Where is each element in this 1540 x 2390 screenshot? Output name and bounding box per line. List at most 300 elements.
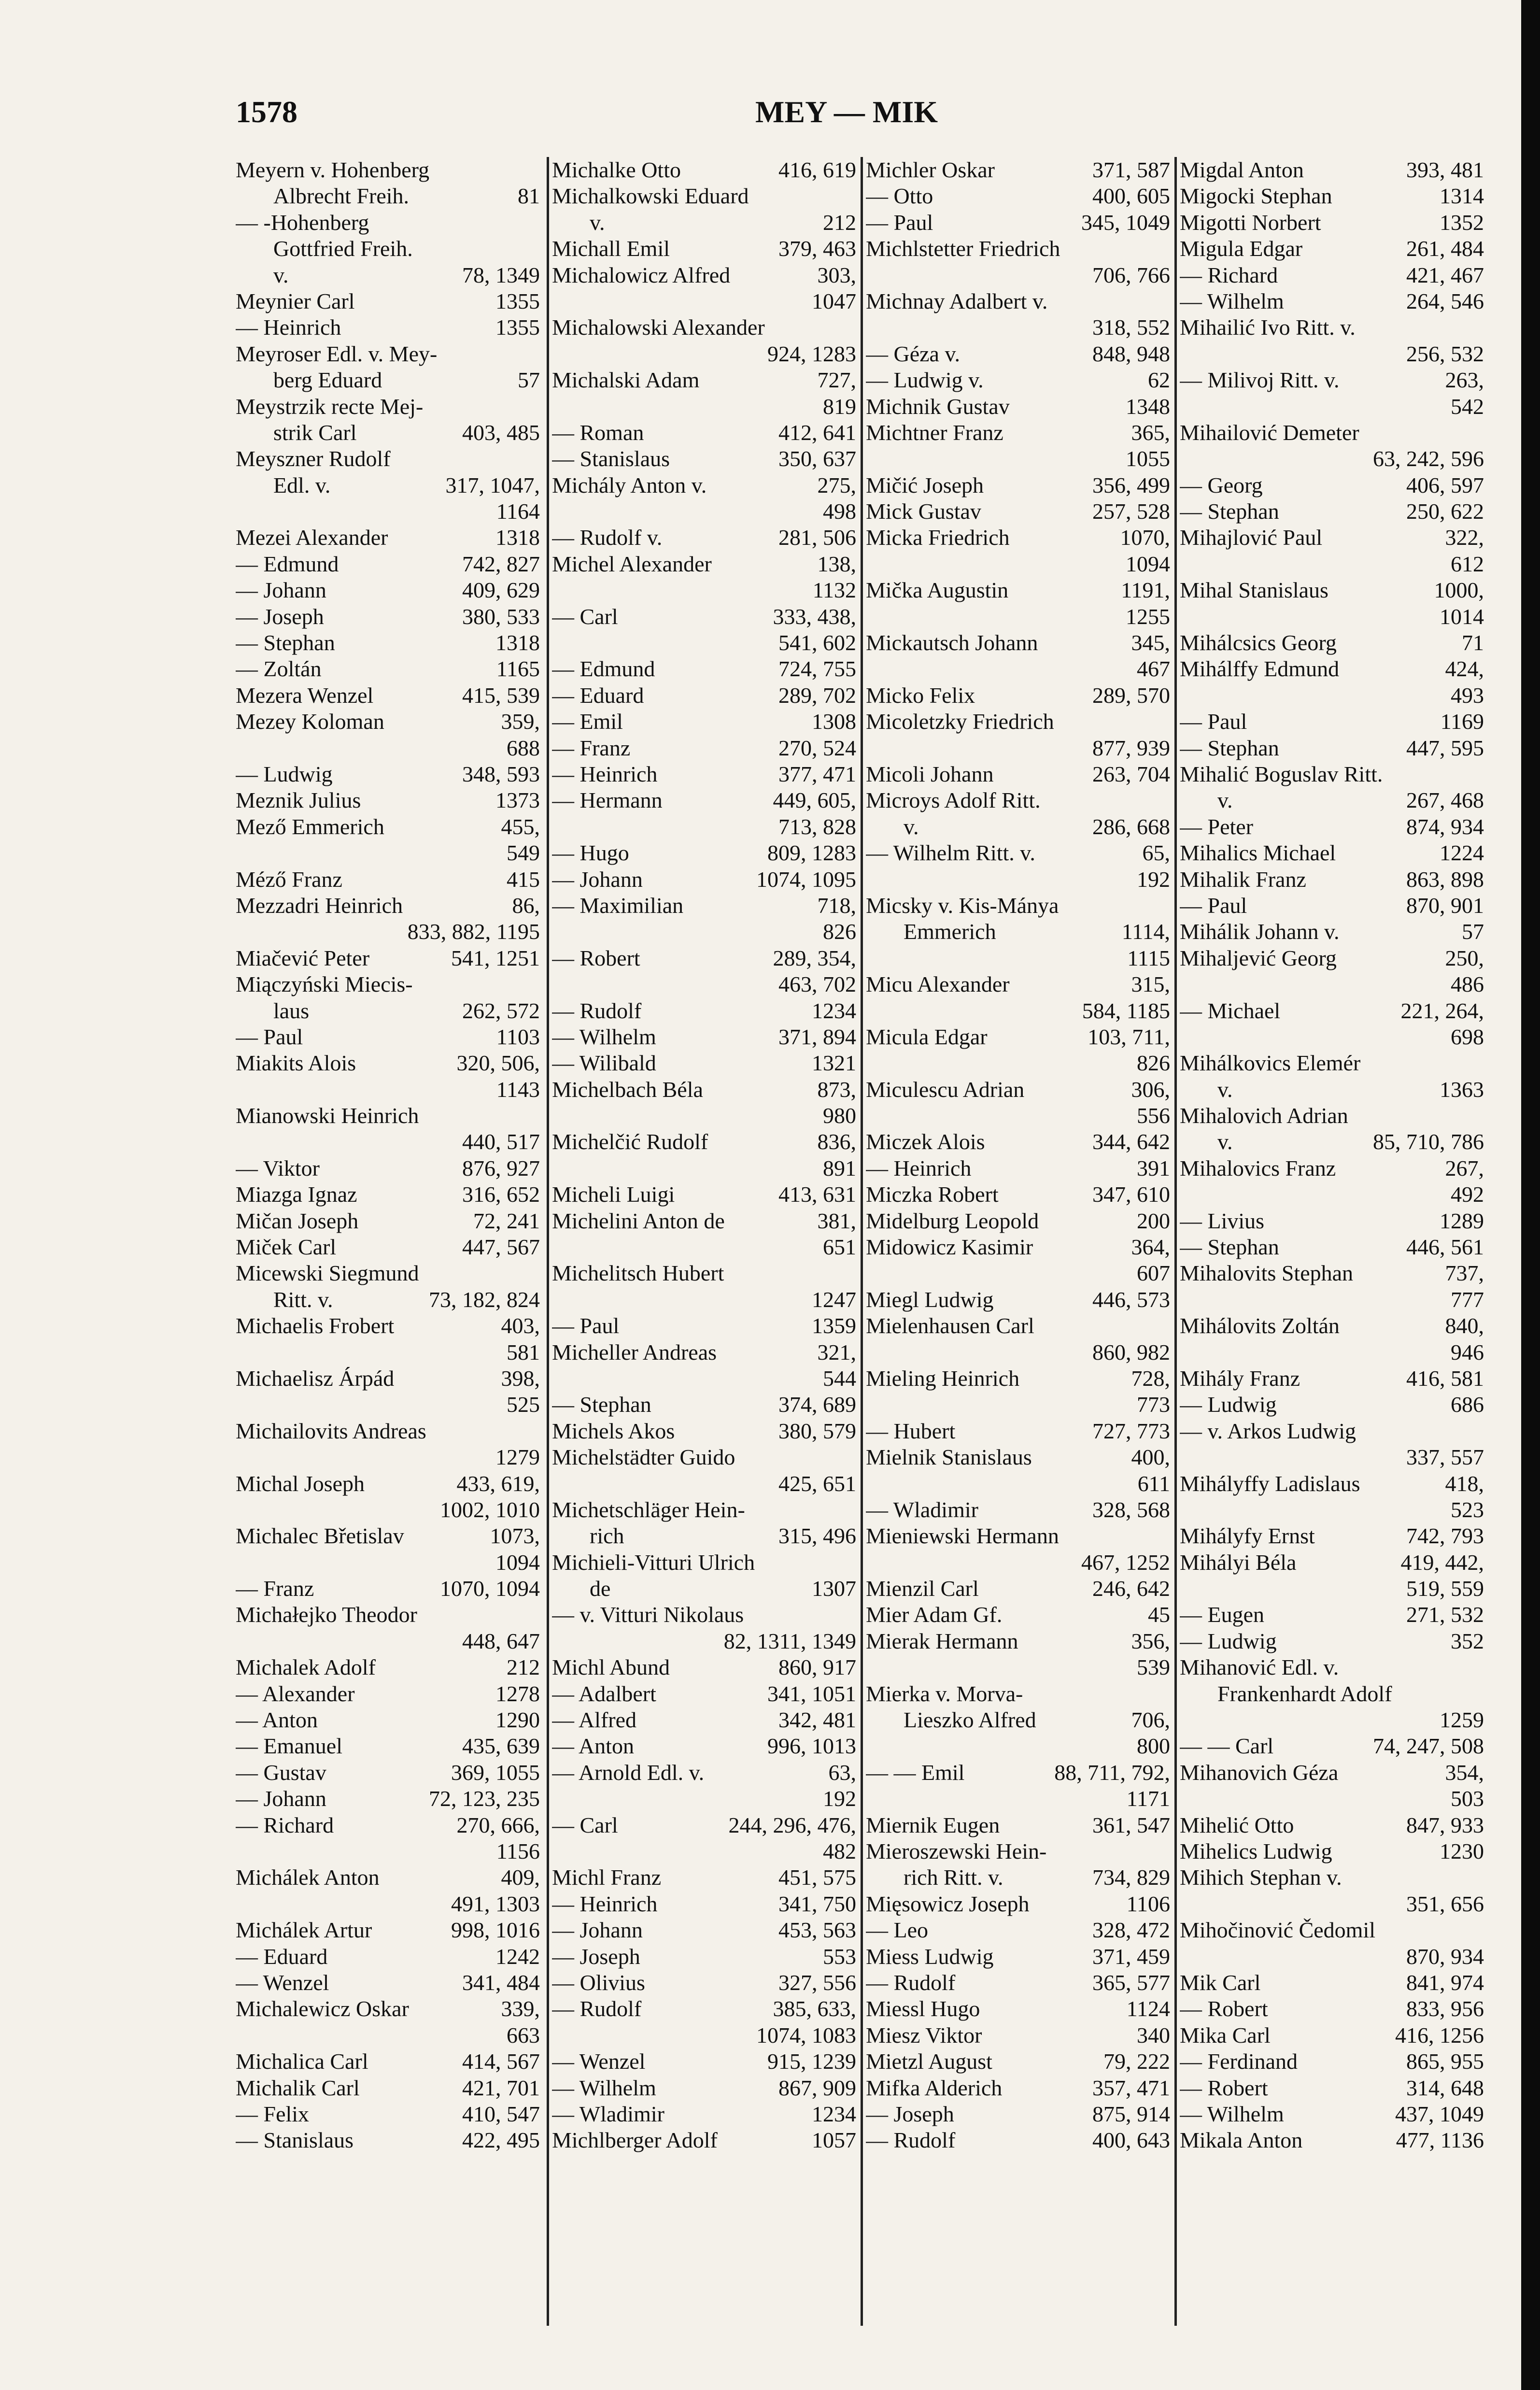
entry-page-refs: 257, 528 (1092, 499, 1170, 524)
entry-page-refs: 369, 1055 (451, 1760, 540, 1785)
entry-name: — Johann (552, 867, 643, 892)
index-entry-line (236, 1812, 540, 1838)
entry-page-refs: 371, 587 (1092, 157, 1170, 182)
index-entry-line (866, 1917, 1170, 1943)
index-entry-line (866, 210, 1170, 236)
entry-page-refs: 698 (1451, 1024, 1484, 1049)
index-entry-line (236, 1917, 540, 1943)
index-entry-line (866, 1628, 1170, 1654)
entry-name: Michlberger Adolf (552, 2128, 718, 2153)
entry-name: Michlstetter Friedrich (866, 236, 1060, 261)
entry-page-refs: 1289 (1440, 1208, 1484, 1233)
entry-page-refs: 867, 909 (778, 2075, 856, 2100)
index-entry-line (1180, 314, 1484, 341)
entry-name: laus (273, 998, 310, 1023)
index-entry-line (1180, 1550, 1484, 1576)
index-entry-line (866, 2049, 1170, 2075)
entry-page-refs: 651 (823, 1235, 856, 1260)
entry-name: Michelbach Béla (552, 1077, 703, 1102)
running-title: MEY — MIK (755, 95, 938, 129)
index-entry-line (236, 1891, 540, 1917)
index-entry-line (1180, 1444, 1484, 1470)
index-entry-line (552, 1497, 856, 1523)
entry-page-refs: 541, 602 (778, 630, 856, 655)
index-entry-line (552, 1917, 856, 1943)
entry-name: Mezey Koloman (236, 709, 384, 734)
entry-name: Michailovits Andreas (236, 1418, 426, 1443)
index-entry-line (236, 1707, 540, 1733)
index-entry-line (1180, 814, 1484, 840)
index-entry-line (236, 998, 540, 1024)
index-entry-line (866, 1444, 1170, 1470)
entry-name: Microys Adolf Ritt. (866, 788, 1041, 813)
entry-page-refs: 742, 793 (1406, 1523, 1484, 1549)
entry-name: Mihailović Demeter (1180, 420, 1359, 445)
entry-name: Mihalovics Franz (1180, 1155, 1336, 1181)
entry-page-refs: 581 (507, 1339, 540, 1365)
entry-name: — Richard (1180, 262, 1278, 287)
entry-name: — Paul (866, 210, 933, 235)
entry-page-refs: 847, 933 (1406, 1812, 1484, 1837)
index-entry-line (866, 2022, 1170, 2049)
index-entry-line (1180, 446, 1484, 472)
entry-page-refs: 1124 (1126, 1996, 1170, 2021)
entry-page-refs: 1308 (812, 709, 856, 734)
entry-page-refs: 72, 123, 235 (429, 1786, 540, 1811)
index-entry-line (236, 288, 540, 314)
entry-name: — Otto (866, 184, 933, 209)
entry-name: Mielnik Stanislaus (866, 1445, 1032, 1470)
entry-page-refs: 541, 1251 (451, 945, 540, 970)
index-entry-line (866, 1313, 1170, 1339)
index-entry-line (1180, 1050, 1484, 1076)
entry-name: — Robert (552, 945, 640, 970)
entry-page-refs: 503 (1451, 1786, 1484, 1811)
entry-name: — Rudolf v. (552, 525, 663, 550)
entry-page-refs: 315, 496 (778, 1523, 856, 1549)
entry-page-refs: 267, (1445, 1155, 1484, 1181)
entry-page-refs: 482 (823, 1839, 856, 1864)
index-entry-line (866, 1733, 1170, 1759)
entry-page-refs: 418, (1445, 1471, 1484, 1496)
entry-page-refs: 421, 467 (1406, 262, 1484, 287)
entry-page-refs: 221, 264, (1400, 998, 1484, 1023)
index-entry-line (552, 157, 856, 183)
index-entry-line (552, 1628, 856, 1654)
index-entry-line (1180, 1339, 1484, 1366)
entry-page-refs: 270, 666, (456, 1812, 540, 1837)
entry-page-refs: 81 (518, 184, 540, 209)
entry-page-refs: 348, 593 (462, 761, 540, 786)
entry-page-refs: 915, 1239 (767, 2049, 856, 2074)
entry-name: — Stephan (236, 630, 335, 655)
entry-name: — Wilibald (552, 1051, 656, 1076)
entry-page-refs: 1255 (1126, 604, 1170, 629)
entry-name: — v. Vitturi Nikolaus (552, 1602, 744, 1627)
index-entry-line (866, 630, 1170, 656)
index-entry-line (552, 1287, 856, 1313)
index-entry-line (866, 314, 1170, 341)
entry-page-refs: 364, (1131, 1235, 1170, 1260)
index-entry-line (236, 525, 540, 551)
entry-page-refs: 264, 546 (1406, 288, 1484, 313)
entry-name: — Franz (236, 1576, 314, 1601)
index-entry-line (236, 341, 540, 367)
index-entry-line (1180, 1497, 1484, 1523)
index-entry-line (866, 577, 1170, 603)
index-entry-line (1180, 420, 1484, 446)
index-entry-line (866, 656, 1170, 682)
entry-page-refs: 400, (1131, 1445, 1170, 1470)
entry-page-refs: 270, 524 (778, 735, 856, 760)
index-entry-line (866, 1523, 1170, 1549)
entry-name: — Emil (552, 709, 623, 734)
page-header (236, 94, 1457, 138)
entry-name: — Carl (552, 604, 618, 629)
entry-name: — Wladimir (552, 2101, 664, 2126)
entry-name: Mieroszewski Hein- (866, 1839, 1047, 1864)
entry-page-refs: 317, 1047, (445, 472, 540, 498)
entry-page-refs: 706, (1131, 1707, 1170, 1733)
index-entry-line (236, 183, 540, 209)
entry-name: — Wladimir (866, 1497, 978, 1522)
entry-name: Michalowski Alexander (552, 315, 765, 340)
entry-name: Michelini Anton de (552, 1208, 725, 1233)
index-entry-line (866, 1996, 1170, 2022)
entry-page-refs: 1318 (495, 630, 540, 655)
entry-page-refs: 860, 917 (778, 1655, 856, 1680)
entry-page-refs: 1014 (1440, 604, 1484, 629)
entry-name: Mihelić Otto (1180, 1812, 1294, 1837)
entry-page-refs: 1055 (1126, 446, 1170, 471)
entry-name: Mieniewski Hermann (866, 1523, 1059, 1549)
index-entry-line (1180, 1891, 1484, 1917)
entry-name: Méző Franz (236, 867, 342, 892)
index-entry-line (552, 341, 856, 367)
entry-name: Mička Augustin (866, 578, 1009, 603)
entry-name: — Rudolf (866, 2128, 956, 2153)
entry-page-refs: 86, (512, 893, 540, 918)
index-entry-line (1180, 604, 1484, 630)
index-entry-line (552, 840, 856, 866)
index-entry-line (866, 1181, 1170, 1208)
index-entry-line (866, 998, 1170, 1024)
index-entry-line (866, 604, 1170, 630)
index-entry-line (866, 1392, 1170, 1418)
index-entry-line (552, 1208, 856, 1234)
entry-name: — Richard (236, 1812, 334, 1837)
entry-name: — Wenzel (236, 1970, 329, 1995)
entry-page-refs: 437, 1049 (1395, 2101, 1484, 2126)
entry-name: Micu Alexander (866, 972, 1010, 997)
index-entry-line (236, 1602, 540, 1628)
index-entry-line (236, 1234, 540, 1260)
index-entry-line (1180, 183, 1484, 209)
entry-name: — Olivius (552, 1970, 645, 1995)
entry-page-refs: 341, 750 (778, 1891, 856, 1916)
index-entry-line (866, 1654, 1170, 1680)
entry-page-refs: 267, 468 (1406, 788, 1484, 813)
entry-page-refs: 419, 442, (1400, 1550, 1484, 1575)
entry-page-refs: 263, (1445, 368, 1484, 393)
entry-page-refs: 1224 (1440, 840, 1484, 866)
index-entry-line (1180, 919, 1484, 945)
index-entry-line (1180, 1628, 1484, 1654)
index-entry-line (866, 1287, 1170, 1313)
entry-name: — Rudolf (866, 1970, 956, 1995)
entry-name: Miczka Robert (866, 1182, 999, 1207)
entry-page-refs: 1169 (1440, 709, 1484, 734)
entry-name: Meynier Carl (236, 288, 355, 313)
index-entry-line (1180, 2101, 1484, 2127)
index-entry-line (866, 867, 1170, 893)
entry-name: — Leo (866, 1918, 929, 1943)
entry-page-refs: 359, (501, 709, 540, 734)
index-entry-line (236, 1260, 540, 1286)
entry-name: — Wenzel (552, 2049, 646, 2074)
index-entry-line (1180, 1129, 1484, 1155)
entry-page-refs: 314, 648 (1406, 2075, 1484, 2100)
entry-page-refs: 347, 610 (1092, 1182, 1170, 1207)
entry-page-refs: 45 (1148, 1602, 1170, 1627)
entry-name: Mičić Joseph (866, 472, 984, 498)
entry-name: v. (273, 262, 289, 287)
index-entry-line (236, 2101, 540, 2127)
index-entry-line (236, 472, 540, 498)
index-entry-line (866, 893, 1170, 919)
entry-page-refs: 1352 (1440, 210, 1484, 235)
index-entry-line (236, 1970, 540, 1996)
entry-page-refs: 833, 882, 1195 (407, 919, 540, 944)
entry-name: Miakits Alois (236, 1051, 356, 1076)
entry-name: Edl. v. (273, 472, 331, 498)
index-entry-line (1180, 1917, 1484, 1943)
entry-name: Meyern v. Hohenberg (236, 157, 430, 182)
entry-page-refs: 865, 955 (1406, 2049, 1484, 2074)
entry-name: Emmerich (904, 919, 996, 944)
entry-page-refs: 73, 182, 824 (429, 1287, 540, 1312)
entry-page-refs: 379, 463 (778, 236, 856, 261)
index-entry-line (552, 1077, 856, 1103)
entry-name: — Eugen (1180, 1602, 1265, 1627)
entry-page-refs: 1363 (1440, 1077, 1484, 1102)
index-entry-line (866, 551, 1170, 577)
index-entry-line (1180, 1996, 1484, 2022)
entry-page-refs: 1000, (1434, 578, 1484, 603)
index-entry-line (552, 1339, 856, 1366)
index-entry-line (1180, 1366, 1484, 1392)
entry-page-refs: 271, 532 (1406, 1602, 1484, 1627)
entry-name: Mičan Joseph (236, 1208, 359, 1233)
index-entry-line (552, 1864, 856, 1891)
index-entry-line (236, 420, 540, 446)
entry-name: — Johann (552, 1918, 643, 1943)
index-entry-line (236, 814, 540, 840)
index-entry-line (552, 1681, 856, 1707)
entry-name: — Stephan (1180, 1235, 1279, 1260)
entry-page-refs: 289, 702 (778, 683, 856, 708)
entry-page-refs: 891 (823, 1155, 856, 1181)
index-entry-line (1180, 735, 1484, 761)
entry-page-refs: 409, 629 (462, 578, 540, 603)
index-entry-line (866, 1050, 1170, 1076)
index-entry-line (552, 971, 856, 997)
entry-name: Michall Emil (552, 236, 670, 261)
index-entry-line (1180, 2127, 1484, 2153)
entry-page-refs: 341, 1051 (767, 1681, 856, 1706)
entry-page-refs: 250, (1445, 945, 1484, 970)
entry-page-refs: 1359 (812, 1313, 856, 1338)
entry-name: Meystrzik recte Mej- (236, 394, 424, 419)
entry-page-refs: 413, 631 (778, 1182, 856, 1207)
entry-name: — Paul (552, 1313, 620, 1338)
index-entry-line (552, 1944, 856, 1970)
entry-name: Mező Emmerich (236, 814, 384, 839)
index-entry-line (552, 472, 856, 498)
index-entry-line (552, 288, 856, 314)
index-entry-line (552, 1234, 856, 1260)
entry-page-refs: 380, 533 (462, 604, 540, 629)
entry-page-refs: 523 (1451, 1497, 1484, 1522)
index-entry-line (236, 787, 540, 813)
entry-name: Migocki Stephan (1180, 184, 1332, 209)
entry-page-refs: 1373 (495, 788, 540, 813)
entry-page-refs: 400, 605 (1092, 184, 1170, 209)
index-entry-line (866, 1576, 1170, 1602)
index-entry-line (552, 1024, 856, 1050)
index-entry-line (236, 1208, 540, 1234)
entry-page-refs: 415 (507, 867, 540, 892)
entry-page-refs: 342, 481 (778, 1707, 856, 1733)
entry-page-refs: 393, 481 (1406, 157, 1484, 182)
entry-name: — Gustav (236, 1760, 326, 1785)
index-entry-line (236, 893, 540, 919)
index-entry-line (1180, 971, 1484, 997)
entry-name: Miczek Alois (866, 1129, 985, 1154)
entry-page-refs: 212 (823, 210, 856, 235)
index-entry-line (552, 1654, 856, 1680)
index-entry-line (1180, 577, 1484, 603)
index-entry-line (1180, 2022, 1484, 2049)
index-entry-line (236, 1155, 540, 1181)
entry-name: Michl Franz (552, 1865, 662, 1890)
index-entry-line (866, 1681, 1170, 1707)
entry-name: — Hugo (552, 840, 629, 866)
entry-page-refs: 345, 1049 (1081, 210, 1170, 235)
entry-name: — Hermann (552, 788, 663, 813)
index-entry-line (866, 761, 1170, 787)
entry-name: Michelitsch Hubert (552, 1261, 724, 1286)
entry-page-refs: 980 (823, 1103, 856, 1128)
entry-name: Michałejko Theodor (236, 1602, 417, 1627)
entry-page-refs: 1074, 1095 (756, 867, 856, 892)
index-entry-line (1180, 1024, 1484, 1050)
index-entry-line (1180, 157, 1484, 183)
entry-name: Michetschläger Hein- (552, 1497, 745, 1522)
index-entry-line (1180, 1181, 1484, 1208)
index-entry-line (1180, 1392, 1484, 1418)
entry-name: Miazga Ignaz (236, 1182, 357, 1207)
index-entry-line (236, 1444, 540, 1470)
index-entry-line (866, 945, 1170, 971)
entry-name: v. (904, 814, 919, 839)
entry-page-refs: 477, 1136 (1396, 2128, 1484, 2153)
entry-page-refs: 416, 1256 (1395, 2022, 1484, 2048)
entry-name: — Wilhelm (1180, 288, 1284, 313)
entry-page-refs: 403, (501, 1313, 540, 1338)
entry-page-refs: 315, (1131, 972, 1170, 997)
entry-page-refs: 244, 296, 476, (728, 1812, 856, 1837)
entry-page-refs: 491, 1303 (451, 1891, 540, 1916)
entry-name: — Edmund (552, 656, 655, 682)
entry-name: — Alfred (552, 1707, 637, 1733)
entry-name: Mihelics Ludwig (1180, 1839, 1332, 1864)
entry-page-refs: 1234 (812, 2101, 856, 2126)
index-entry-line (236, 157, 540, 183)
index-entry-line (236, 1050, 540, 1076)
entry-name: Mihalics Michael (1180, 840, 1336, 866)
entry-name: Mika Carl (1180, 2022, 1271, 2048)
entry-page-refs: 357, 471 (1092, 2075, 1170, 2100)
entry-page-refs: 212 (507, 1655, 540, 1680)
entry-page-refs: 63, 242, 596 (1373, 446, 1484, 471)
index-entry-line (1180, 288, 1484, 314)
entry-page-refs: 686 (1451, 1392, 1484, 1417)
entry-page-refs: 371, 894 (778, 1024, 856, 1049)
index-entry-line (1180, 1208, 1484, 1234)
index-entry-line (236, 1550, 540, 1576)
entry-page-refs: 1070, (1120, 525, 1170, 550)
index-entry-line (552, 1471, 856, 1497)
entry-page-refs: 777 (1451, 1287, 1484, 1312)
entry-page-refs: 1355 (495, 288, 540, 313)
entry-page-refs: 1234 (812, 998, 856, 1023)
index-entry-line (552, 814, 856, 840)
entry-name: Mezzadri Heinrich (236, 893, 403, 918)
entry-page-refs: 440, 517 (462, 1129, 540, 1154)
entry-name: Michalek Adolf (236, 1655, 376, 1680)
entry-page-refs: 486 (1451, 972, 1484, 997)
entry-page-refs: 351, 656 (1406, 1891, 1484, 1916)
entry-name: — Viktor (236, 1155, 320, 1181)
entry-page-refs: 328, 472 (1092, 1918, 1170, 1943)
entry-name: Mihálkovics Elemér (1180, 1051, 1361, 1076)
entry-name: — Eduard (236, 1944, 328, 1969)
entry-page-refs: 406, 597 (1406, 472, 1484, 498)
entry-name: Mihálffy Edmund (1180, 656, 1340, 682)
entry-page-refs: 924, 1283 (767, 341, 856, 366)
index-entry-line (236, 1944, 540, 1970)
entry-page-refs: 246, 642 (1092, 1576, 1170, 1601)
entry-name: Michalski Adam (552, 368, 700, 393)
entry-page-refs: 403, 485 (462, 420, 540, 445)
entry-name: Mihailić Ivo Ritt. v. (1180, 315, 1356, 340)
entry-name: — Joseph (552, 1944, 640, 1969)
entry-name: — Wilhelm (552, 1024, 656, 1049)
entry-page-refs: 435, 639 (462, 1734, 540, 1759)
entry-page-refs: 1094 (1126, 551, 1170, 576)
entry-name: Micoli Johann (866, 761, 994, 786)
index-entry-line (1180, 1077, 1484, 1103)
entry-page-refs: 1230 (1440, 1839, 1484, 1864)
index-entry-line (866, 1602, 1170, 1628)
index-entry-line (236, 1024, 540, 1050)
entry-page-refs: 607 (1137, 1261, 1170, 1286)
entry-page-refs: 62 (1148, 368, 1170, 393)
index-entry-line (236, 262, 540, 288)
index-entry-line (1180, 236, 1484, 262)
entry-page-refs: 467, 1252 (1081, 1550, 1170, 1575)
